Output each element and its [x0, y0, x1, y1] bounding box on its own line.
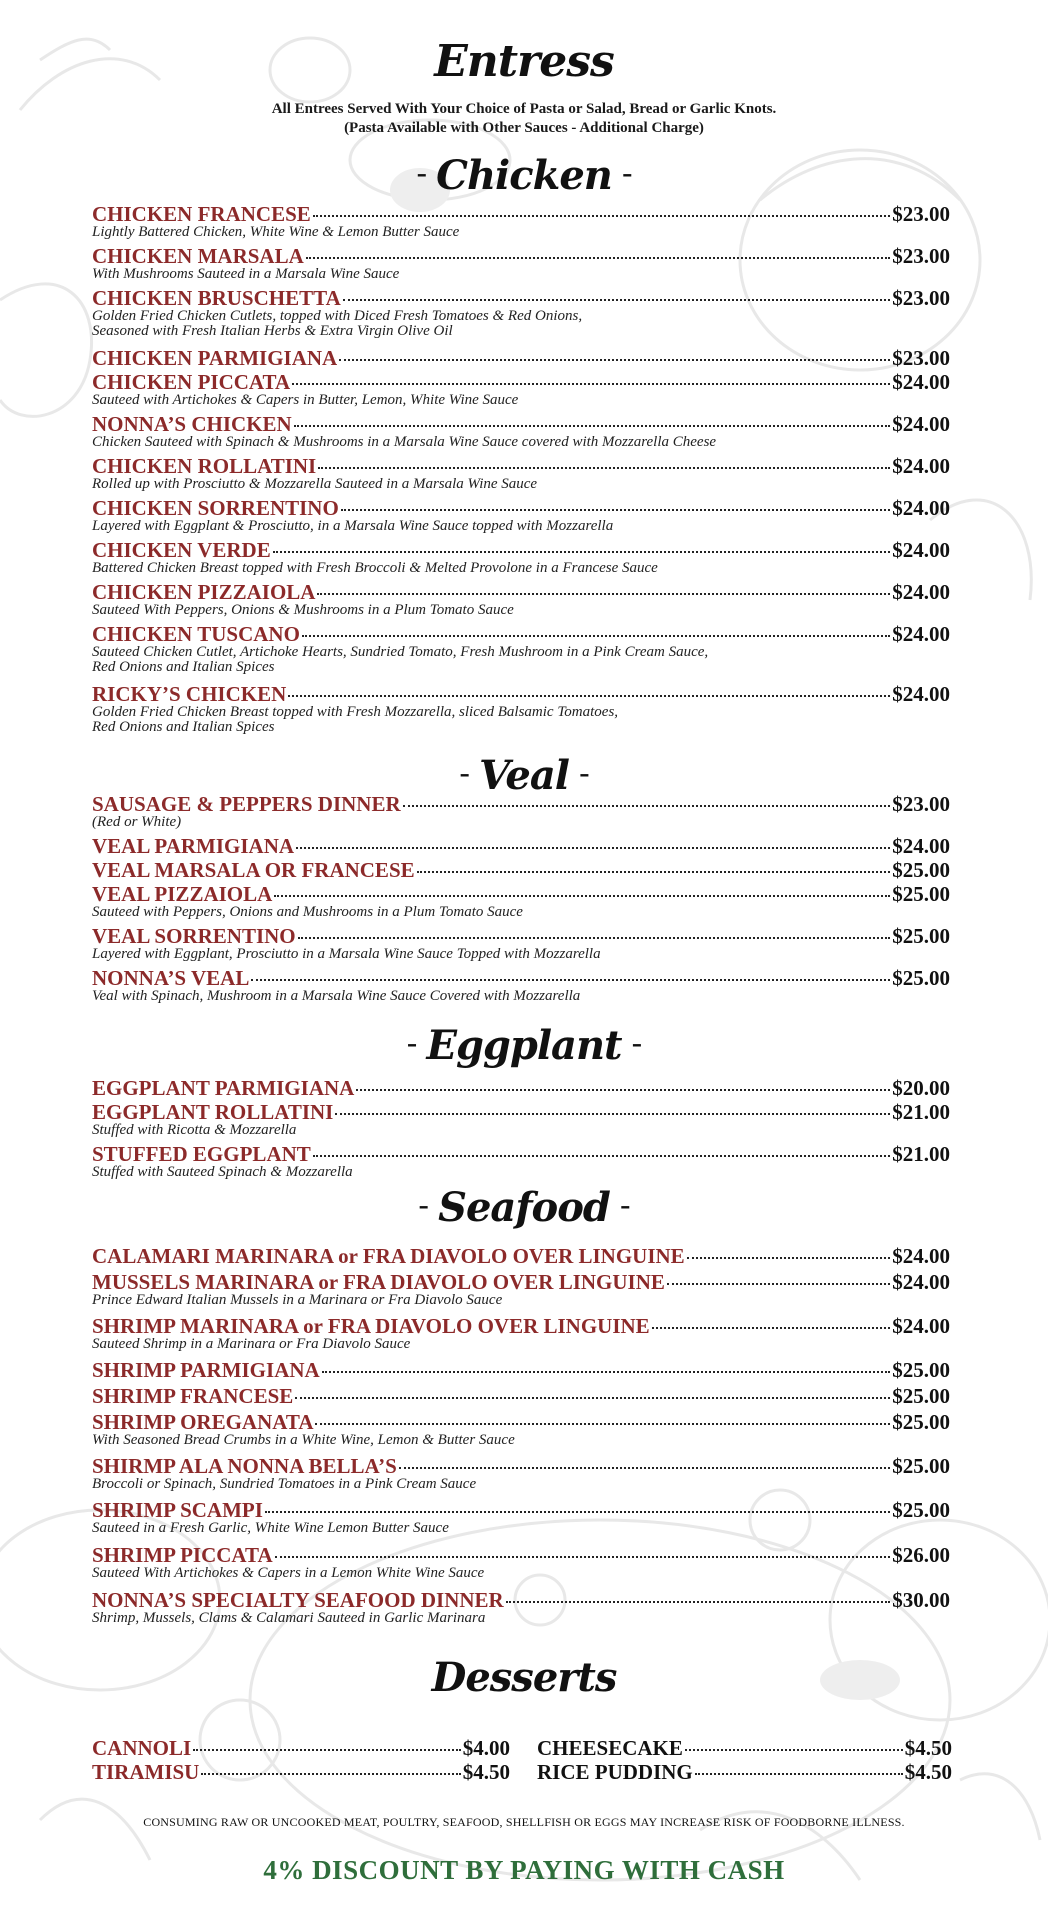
item-price: $24.00	[892, 622, 950, 646]
dot-leader	[193, 1749, 461, 1751]
item-description: Sauteed with Peppers, Onions and Mushrooms in a Plum Tomato Sauce	[92, 904, 523, 920]
dot-leader	[296, 847, 890, 849]
menu-item	[92, 370, 950, 408]
item-price: $23.00	[892, 792, 950, 816]
item-description: Stuffed with Sauteed Spinach & Mozzarella	[92, 1164, 353, 1180]
item-description: Lightly Battered Chicken, White Wine & Lemon Butter Sauce	[92, 224, 460, 240]
item-description: Red Onions and Italian Spices	[92, 659, 275, 675]
dot-leader	[356, 1089, 890, 1091]
item-name: SHRIMP MARINARA or FRA DIAVOLO OVER LINGUINE	[92, 1314, 650, 1338]
item-description: Sauteed Shrimp in a Marinara or Fra Diavolo Sauce	[92, 1336, 411, 1352]
menu-item-row	[92, 244, 950, 267]
intro-line-2: (Pasta Available with Other Sauces - Additional Charge)	[344, 120, 704, 136]
item-name: SHIRMP ALA NONNA BELLA’S	[92, 1454, 397, 1478]
item-description: With Seasoned Bread Crumbs in a White Wine, Lemon & Butter Sauce	[92, 1432, 515, 1448]
dot-leader	[275, 1556, 891, 1558]
item-price: $23.00	[892, 202, 950, 226]
health-notice: CONSUMING RAW OR UNCOOKED MEAT, POULTRY, SEAFOOD, SHELLFISH OR EGGS MAY INCREASE RISK OF FOODBORNE ILLNESS.	[143, 1815, 905, 1829]
item-price: $21.00	[892, 1100, 950, 1124]
item-description: Veal with Spinach, Mushroom in a Marsala Wine Sauce Covered with Mozzarella	[92, 988, 581, 1004]
item-name: NONNA’S VEAL	[92, 966, 250, 990]
dessert-tiramisu	[92, 1760, 510, 1784]
item-name: RICKY’S CHICKEN	[92, 682, 287, 706]
menu-item	[92, 244, 950, 282]
item-price: $25.00	[892, 858, 950, 882]
item-name: VEAL PIZZAIOLA	[92, 882, 273, 906]
item-name: SHRIMP OREGANATA	[92, 1410, 314, 1434]
item-name: NONNA’S CHICKEN	[92, 412, 292, 436]
item-name: VEAL PARMIGIANA	[92, 834, 295, 858]
dot-leader	[294, 425, 891, 427]
menu-item-row	[92, 286, 950, 309]
menu-item	[92, 1588, 950, 1626]
item-price: $24.00	[892, 370, 950, 394]
dessert-cannoli	[92, 1736, 510, 1760]
menu-item	[92, 346, 950, 369]
dot-leader	[341, 509, 890, 511]
dot-leader	[695, 1773, 903, 1775]
dot-leader	[506, 1601, 891, 1603]
item-name: SHRIMP SCAMPI	[92, 1498, 263, 1522]
menu-item-row	[92, 1384, 950, 1407]
item-name: CHICKEN FRANCESE	[92, 202, 311, 226]
dot-leader	[687, 1257, 891, 1259]
menu-item	[92, 1244, 950, 1267]
item-name: EGGPLANT PARMIGIANA	[92, 1076, 355, 1100]
menu-item	[92, 1384, 950, 1407]
item-description: Stuffed with Ricotta & Mozzarella	[92, 1122, 297, 1138]
menu-item-row	[92, 1244, 950, 1267]
menu-item	[92, 1100, 950, 1138]
item-name: CHICKEN MARSALA	[92, 244, 304, 268]
menu-item-row	[92, 858, 950, 881]
menu-item-row	[92, 202, 950, 225]
menu-item-row	[92, 966, 950, 989]
menu-item	[92, 792, 950, 830]
dot-leader	[251, 979, 890, 981]
section-heading-desserts: Desserts	[431, 1654, 617, 1701]
item-description: Red Onions and Italian Spices	[92, 719, 275, 735]
menu-item	[92, 1314, 950, 1352]
item-price: $23.00	[892, 346, 950, 370]
item-name: STUFFED EGGPLANT	[92, 1142, 311, 1166]
item-name: CHICKEN PARMIGIANA	[92, 346, 338, 370]
item-name: SHRIMP PICCATA	[92, 1543, 273, 1567]
dot-leader	[313, 215, 890, 217]
menu-item-row	[92, 1498, 950, 1521]
item-price: $25.00	[892, 1410, 950, 1434]
dot-leader	[306, 257, 890, 259]
item-description: Sauteed With Peppers, Onions & Mushrooms in a Plum Tomato Sauce	[92, 602, 514, 618]
menu-item	[92, 858, 950, 881]
item-description: Sauteed in a Fresh Garlic, White Wine Lemon Butter Sauce	[92, 1520, 449, 1536]
menu-item-row	[92, 1314, 950, 1337]
page-title: Entress	[434, 36, 614, 87]
menu-item	[92, 1142, 950, 1180]
item-name: SHRIMP PARMIGIANA	[92, 1358, 320, 1382]
item-name: CALAMARI MARINARA or FRA DIAVOLO OVER LINGUINE	[92, 1244, 685, 1268]
section-heading-chicken: - Chicken -	[416, 152, 632, 199]
menu-item	[92, 1498, 950, 1536]
dot-leader	[403, 805, 891, 807]
menu-item-row	[92, 924, 950, 947]
menu-item	[92, 1410, 950, 1448]
menu-item-row	[92, 1358, 950, 1381]
item-description: Layered with Eggplant & Prosciutto, in a Marsala Wine Sauce topped with Mozzarella	[92, 518, 614, 534]
menu-item-row	[92, 538, 950, 561]
item-name: NONNA’S SPECIALTY SEAFOOD DINNER	[92, 1588, 504, 1612]
dot-leader	[399, 1467, 890, 1469]
item-name: CHICKEN PIZZAIOLA	[92, 580, 316, 604]
dot-leader	[295, 1397, 890, 1399]
dessert-name: CHEESECAKE	[537, 1736, 683, 1760]
dot-leader	[201, 1773, 460, 1775]
menu-item	[92, 882, 950, 920]
dot-leader	[265, 1511, 890, 1513]
item-description: Shrimp, Mussels, Clams & Calamari Sauteed in Garlic Marinara	[92, 1610, 486, 1626]
item-price: $25.00	[892, 1454, 950, 1478]
item-price: $25.00	[892, 1498, 950, 1522]
menu-item	[92, 1454, 950, 1492]
dessert-price: $4.50	[462, 1760, 510, 1784]
item-name: EGGPLANT ROLLATINI	[92, 1100, 334, 1124]
item-price: $24.00	[892, 1244, 950, 1268]
item-description: Golden Fried Chicken Breast topped with Fresh Mozzarella, sliced Balsamic Tomatoes,	[92, 704, 619, 720]
dot-leader	[273, 551, 891, 553]
menu-item-row	[92, 454, 950, 477]
item-name: CHICKEN TUSCANO	[92, 622, 300, 646]
dot-leader	[317, 593, 890, 595]
menu-item	[92, 834, 950, 857]
item-price: $23.00	[892, 244, 950, 268]
item-name: CHICKEN ROLLATINI	[92, 454, 317, 478]
dessert-price: $4.50	[904, 1736, 952, 1760]
item-price: $24.00	[892, 580, 950, 604]
menu-item	[92, 496, 950, 534]
item-price: $24.00	[892, 412, 950, 436]
dot-leader	[313, 1155, 890, 1157]
dot-leader	[652, 1327, 891, 1329]
menu-item-row	[92, 1142, 950, 1165]
dot-leader	[288, 695, 890, 697]
item-name: CHICKEN VERDE	[92, 538, 271, 562]
item-name: SAUSAGE & PEPPERS DINNER	[92, 792, 401, 816]
section-heading-eggplant: - Eggplant -	[406, 1022, 642, 1069]
item-name: CHICKEN BRUSCHETTA	[92, 286, 341, 310]
item-price: $25.00	[892, 1384, 950, 1408]
menu-item-row	[92, 412, 950, 435]
dessert-name: TIRAMISU	[92, 1760, 200, 1784]
menu-item-row	[92, 1543, 950, 1566]
item-price: $24.00	[892, 682, 950, 706]
item-description: Layered with Eggplant, Prosciutto in a Marsala Wine Sauce Topped with Mozzarella	[92, 946, 601, 962]
item-price: $23.00	[892, 286, 950, 310]
dot-leader	[298, 937, 891, 939]
menu-item	[92, 966, 950, 1004]
item-price: $24.00	[892, 1270, 950, 1294]
dot-leader	[302, 635, 890, 637]
item-price: $25.00	[892, 882, 950, 906]
dot-leader	[335, 1113, 890, 1115]
menu-item-row	[92, 346, 950, 369]
item-description: With Mushrooms Sauteed in a Marsala Wine Sauce	[92, 266, 400, 282]
menu-item-row	[92, 882, 950, 905]
intro-line-1: All Entrees Served With Your Choice of Pasta or Salad, Bread or Garlic Knots.	[271, 101, 777, 117]
dessert-price: $4.00	[462, 1736, 510, 1760]
menu-item-row	[92, 1410, 950, 1433]
item-description: Sauteed With Artichokes & Capers in a Lemon White Wine Sauce	[92, 1565, 485, 1581]
menu-item-row	[92, 1100, 950, 1123]
menu-item-row	[92, 580, 950, 603]
menu-item-row	[92, 792, 950, 815]
menu-item-row	[92, 834, 950, 857]
item-description: Prince Edward Italian Mussels in a Marinara or Fra Diavolo Sauce	[92, 1292, 503, 1308]
cash-discount: 4% DISCOUNT BY PAYING WITH CASH	[263, 1855, 785, 1885]
dessert-price: $4.50	[904, 1760, 952, 1784]
item-price: $24.00	[892, 538, 950, 562]
item-description: Golden Fried Chicken Cutlets, topped with Diced Fresh Tomatoes & Red Onions,	[92, 308, 583, 324]
item-price: $24.00	[892, 834, 950, 858]
menu-item-row	[92, 1588, 950, 1611]
item-description: Seasoned with Fresh Italian Herbs & Extra Virgin Olive Oil	[92, 323, 453, 339]
menu-item-row	[92, 622, 950, 645]
item-name: VEAL SORRENTINO	[92, 924, 296, 948]
dot-leader	[315, 1423, 890, 1425]
dot-leader	[318, 467, 890, 469]
item-price: $24.00	[892, 496, 950, 520]
item-description: Battered Chicken Breast topped with Fresh Broccoli & Melted Provolone in a Francese Sauce	[92, 560, 658, 576]
menu-item-row	[92, 496, 950, 519]
menu-item	[92, 202, 950, 240]
item-name: VEAL MARSALA OR FRANCESE	[92, 858, 415, 882]
dot-leader	[292, 383, 890, 385]
menu-item	[92, 412, 950, 450]
dessert-cheesecake	[537, 1736, 952, 1760]
item-description: Sauteed Chicken Cutlet, Artichoke Hearts, Sundried Tomato, Fresh Mushroom in a Pink Cream Sauce,	[92, 644, 709, 660]
item-price: $26.00	[892, 1543, 950, 1567]
item-name: SHRIMP FRANCESE	[92, 1384, 294, 1408]
menu-item	[92, 454, 950, 492]
item-description: Rolled up with Prosciutto & Mozzarella Sauteed in a Marsala Wine Sauce	[92, 476, 538, 492]
item-name: CHICKEN SORRENTINO	[92, 496, 339, 520]
menu-item	[92, 538, 950, 576]
section-heading-veal: - Veal -	[459, 752, 589, 799]
item-price: $30.00	[892, 1588, 950, 1612]
dot-leader	[667, 1283, 890, 1285]
menu-item	[92, 924, 950, 962]
menu-item	[92, 1076, 950, 1099]
item-description: Chicken Sauteed with Spinach & Mushrooms in a Marsala Wine Sauce covered with Mozzarella Cheese	[92, 434, 717, 450]
item-description: Broccoli or Spinach, Sundried Tomatoes in a Pink Cream Sauce	[92, 1476, 477, 1492]
item-price: $25.00	[892, 924, 950, 948]
item-description: (Red or White)	[92, 814, 182, 830]
menu-item	[92, 1543, 950, 1581]
dot-leader	[417, 871, 891, 873]
item-price: $21.00	[892, 1142, 950, 1166]
dot-leader	[274, 895, 890, 897]
menu-item-row	[92, 1076, 950, 1099]
menu-item-row	[92, 682, 950, 705]
dot-leader	[322, 1371, 891, 1373]
item-price: $24.00	[892, 454, 950, 478]
menu-item	[92, 682, 950, 735]
dessert-rice-pudding	[537, 1760, 952, 1784]
menu-item	[92, 286, 950, 339]
menu-item	[92, 1270, 950, 1308]
item-price: $20.00	[892, 1076, 950, 1100]
section-heading-seafood: - Seafood -	[418, 1184, 630, 1231]
dot-leader	[343, 299, 891, 301]
item-price: $25.00	[892, 966, 950, 990]
menu-item	[92, 1358, 950, 1381]
dessert-name: RICE PUDDING	[537, 1760, 693, 1784]
menu-item	[92, 580, 950, 618]
item-price: $25.00	[892, 1358, 950, 1382]
dessert-name: CANNOLI	[92, 1736, 192, 1760]
menu-item-row	[92, 370, 950, 393]
dot-leader	[685, 1749, 903, 1751]
menu-item-row	[92, 1454, 950, 1477]
menu-item-row	[92, 1270, 950, 1293]
item-name: MUSSELS MARINARA or FRA DIAVOLO OVER LINGUINE	[92, 1270, 665, 1294]
menu-item	[92, 622, 950, 675]
dot-leader	[339, 359, 890, 361]
item-price: $24.00	[892, 1314, 950, 1338]
item-description: Sauteed with Artichokes & Capers in Butter, Lemon, White Wine Sauce	[92, 392, 519, 408]
item-name: CHICKEN PICCATA	[92, 370, 291, 394]
